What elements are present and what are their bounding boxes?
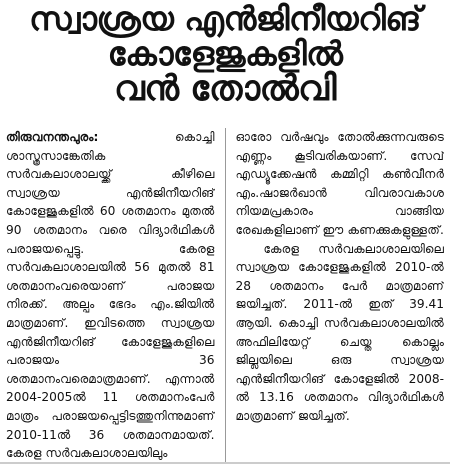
dateline: തിരുവനന്തപുരം: — [6, 130, 99, 144]
headline — [6, 2, 444, 108]
article-body — [6, 128, 444, 464]
column-divider — [225, 128, 226, 464]
article-paragraph — [6, 128, 215, 463]
article-column-2 — [236, 128, 445, 464]
article-column-1 — [6, 128, 215, 464]
headline-line-1: സ്വാശ്രയ എൻജിനീയറിങ് — [29, 0, 421, 38]
paragraph-text: കൊച്ചി ശാസ്ത്രസാങ്കേതിക സർവകലാശാലയ്ക്ക് കീഴിലെ സ്വാശ്രയ എൻജിനീയറിങ് കോളേജുകളിൽ 60 ശതമാനം മുതൽ 90 ശതമാനം വരെ വിദ്യാർഥികൾ പരാജയപ്പെട്ടു. കേരള സർവകലാശാലയിൽ 56 മുതൽ 81 ശതമാനംവരെയാണ് പരാജയ നിരക്ക്. അല്പം ഭേദം എം.ജിയിൽ മാത്രമാണ്. ഇവിടത്തെ സ്വാശ്രയ എൻജിനീയറിങ് കോളേജുകളിലെ പരാജയം 36 ശതമാനംവരെമാത്രമാണ്. എന്നാൽ 2004-2005ൽ 11 ശതമാനംപേർ മാത്രം പരാജയപ്പെട്ടിടത്തുനിന്നുമാണ് 2010-11ൽ 36 ശതമാനമായത്. കേരള സർവകലാശാലയിലും — [6, 130, 215, 461]
paragraph-text: ഓരോ വർഷവും തോൽക്കുന്നവരുടെ എണ്ണം കൂടിവരികയാണ്. സേവ് എഡ്യൂക്കേഷൻ കമ്മിറ്റി കൺവീനർ എം.ഷാജർഖാൻ വിവരാവകാശ നിയമപ്രകാരം വാങ്ങിയ രേഖകളിലാണ് ഈ കണക്കുകളുള്ളത്. — [235, 130, 444, 237]
article-paragraph — [236, 240, 445, 426]
paragraph-text: കേരള സർവകലാശാലയിലെ സ്വാശ്രയ കോളേജുകളിൽ 2010-ൽ 28 ശതമാനം പേർ മാത്രമാണ് ജയിച്ചത്. 2011-ൽ ഇത് 39.41 ആയി. കൊച്ചി സർവകലാശാലയിൽ അഫിലിയേറ്റ് ചെയ്ത കൊല്ലം ജില്ലയിലെ ഒരു സ്വാശ്രയ എൻജിനീയറിങ് കോളേജിൽ 2008-ൽ 13.16 ശതമാനം വിദ്യാർഥികൾ മാത്രമാണ് ജയിച്ചത്. — [235, 241, 444, 423]
headline-line-2: കോളേജുകളിൽ — [107, 33, 343, 73]
headline-line-3: വൻ തോൽവി — [114, 69, 336, 110]
article-paragraph — [236, 128, 445, 240]
